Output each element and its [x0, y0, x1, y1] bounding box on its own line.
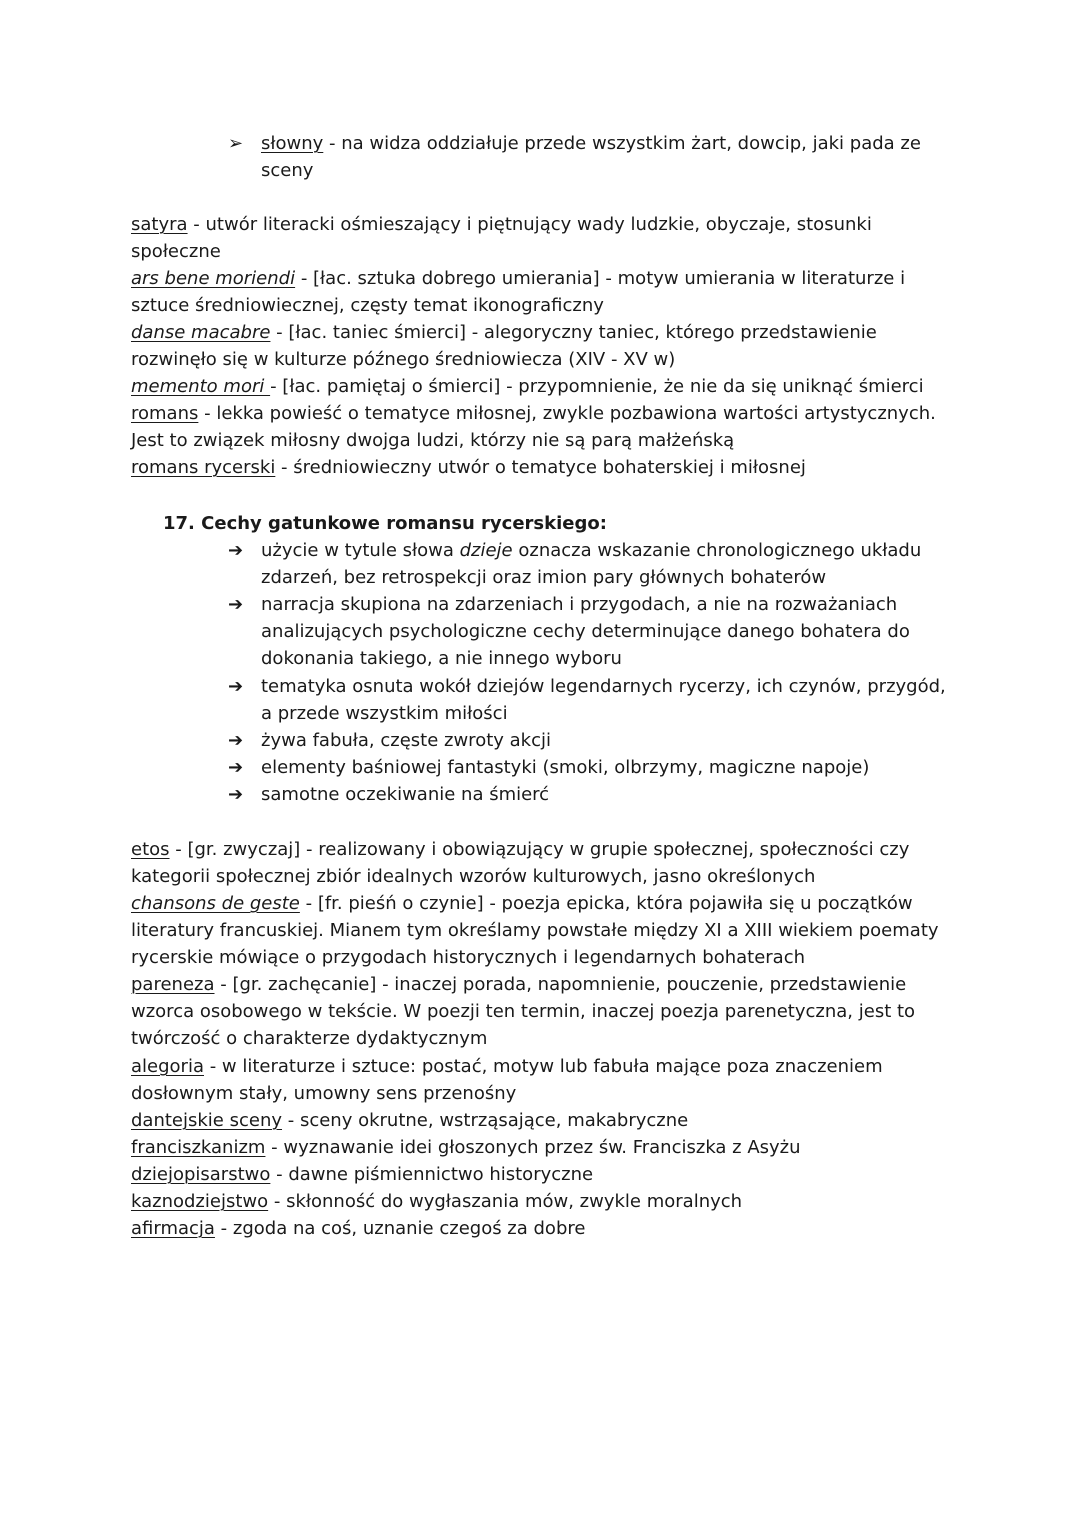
glossary-entry-danse-macabre — [131, 319, 877, 346]
definition-text: - skłonność do wygłaszania mów, zwykle moralnych — [268, 1191, 743, 1212]
definition-continuation: literatury francuskiej. Mianem tym określamy powstałe między XI a XIII wiekiem poematy — [131, 920, 939, 941]
glossary-entry-romans-rycerski — [131, 454, 806, 481]
definition-continuation: społeczne — [131, 241, 221, 262]
definition-text: - [łac. taniec śmierci] - alegoryczny taniec, którego przedstawienie — [270, 322, 877, 343]
list-item-continuation: a przede wszystkim miłości — [261, 703, 508, 724]
glossary-entry-dziejopisarstwo — [131, 1161, 593, 1188]
definition-text: - lekka powieść o tematyce miłosnej, zwykle pozbawiona wartości artystycznych. — [198, 403, 936, 424]
list-item-continuation: zdarzeń, bez retrospekcji oraz imion pary głównych bohaterów — [261, 567, 827, 588]
glossary-entry-chansons-de-geste — [131, 890, 913, 917]
term-etos: etos — [131, 839, 170, 860]
glossary-entry-afirmacja — [131, 1215, 585, 1242]
arrow-bullet-icon: ➔ — [228, 540, 244, 561]
arrow-bullet-icon: ➔ — [228, 594, 244, 615]
definition-text: - zgoda na coś, uznanie czegoś za dobre — [214, 1218, 586, 1239]
glossary-entry-memento-mori — [131, 373, 924, 400]
term-romans-rycerski: romans rycerski — [131, 457, 276, 478]
definition-continuation: sztuce średniowiecznej, częsty temat ikonograficzny — [131, 295, 604, 316]
glossary-entry-pareneza — [131, 971, 906, 998]
list-item: elementy baśniowej fantastyki (smoki, olbrzymy, magiczne napoje) — [261, 757, 870, 778]
arrowhead-bullet-icon: ➢ — [228, 133, 244, 154]
glossary-entry-alegoria — [131, 1053, 883, 1080]
glossary-entry-etos — [131, 836, 909, 863]
definition-text: - wyznawanie idei głoszonych przez św. Franciszka z Asyżu — [265, 1137, 801, 1158]
list-item-text: oznacza wskazanie chronologicznego układu — [512, 540, 922, 561]
term-memento-mori: memento mori — [131, 376, 271, 397]
emphasis-dzieje: dzieje — [459, 540, 513, 561]
definition-continuation: sceny — [261, 160, 314, 181]
definition-continuation: Jest to związek miłosny dwojga ludzi, którzy nie są parą małżeńską — [131, 430, 735, 451]
term-kaznodziejstwo: kaznodziejstwo — [131, 1191, 269, 1212]
glossary-entry-kaznodziejstwo — [131, 1188, 742, 1215]
definition-text: - [łac. pamiętaj o śmierci] - przypomnienie, że nie da się uniknąć śmierci — [270, 376, 924, 397]
arrow-bullet-icon: ➔ — [228, 676, 244, 697]
term-afirmacja: afirmacja — [131, 1218, 215, 1239]
definition-text: - w literaturze i sztuce: postać, motyw lub fabuła mające poza znaczeniem — [203, 1056, 883, 1077]
list-item — [261, 537, 921, 564]
arrow-bullet-icon: ➔ — [228, 757, 244, 778]
term-danse-macabre: danse macabre — [131, 322, 271, 343]
definition-continuation: wzorca osobowego w tekście. W poezji ten termin, inaczej poezja parenetyczna, jest to — [131, 1001, 916, 1022]
definition-continuation: rycerskie mówiące o przygodach historycznych i legendarnych bohaterach — [131, 947, 806, 968]
list-item: tematyka osnuta wokół dziejów legendarnych rycerzy, ich czynów, przygód, — [261, 676, 946, 697]
arrow-bullet-icon: ➔ — [228, 784, 244, 805]
definition-text: - dawne piśmiennictwo historyczne — [270, 1164, 594, 1185]
list-item: narracja skupiona na zdarzeniach i przygodach, a nie na rozważaniach — [261, 594, 898, 615]
definition-text: - [gr. zwyczaj] - realizowany i obowiązujący w grupie społecznej, społeczności czy — [169, 839, 910, 860]
definition-continuation: rozwinęło się w kulturze późnego średniowiecza (XIV - XV w) — [131, 349, 676, 370]
term-romans: romans — [131, 403, 199, 424]
term-slowny: słowny — [261, 133, 324, 154]
definition-text: - średniowieczny utwór o tematyce bohaterskiej i miłosnej — [275, 457, 806, 478]
term-satyra: satyra — [131, 214, 188, 235]
definition-continuation: twórczość o charakterze dydaktycznym — [131, 1028, 488, 1049]
glossary-entry-ars-bene-moriendi — [131, 265, 905, 292]
list-item-continuation: dokonania takiego, a nie innego wyboru — [261, 648, 622, 669]
section-heading: 17. Cechy gatunkowe romansu rycerskiego: — [163, 513, 607, 534]
definition-text: - sceny okrutne, wstrząsające, makabryczne — [282, 1110, 689, 1131]
definition-text: - na widza oddziałuje przede wszystkim żart, dowcip, jaki pada ze — [323, 133, 921, 154]
definition-continuation: kategorii społecznej zbiór idealnych wzorów kulturowych, jasno określonych — [131, 866, 816, 887]
list-item-continuation: analizujących psychologiczne cechy determinujące danego bohatera do — [261, 621, 910, 642]
term-alegoria: alegoria — [131, 1056, 204, 1077]
arrow-bullet-icon: ➔ — [228, 730, 244, 751]
glossary-entry-satyra — [131, 211, 872, 238]
term-ars-bene-moriendi: ars bene moriendi — [131, 268, 296, 289]
list-item-text: użycie w tytule słowa — [261, 540, 460, 561]
term-dziejopisarstwo: dziejopisarstwo — [131, 1164, 271, 1185]
term-chansons-de-geste: chansons de geste — [131, 893, 300, 914]
glossary-entry-dantejskie-sceny — [131, 1107, 688, 1134]
definition-text: - [gr. zachęcanie] - inaczej porada, napomnienie, pouczenie, przedstawienie — [214, 974, 907, 995]
glossary-entry-franciszkanizm — [131, 1134, 801, 1161]
definition-text: - utwór literacki ośmieszający i piętnujący wady ludzkie, obyczaje, stosunki — [187, 214, 872, 235]
definition-text: - [fr. pieśń o czynie] - poezja epicka, która pojawiła się u początków — [299, 893, 913, 914]
list-item: samotne oczekiwanie na śmierć — [261, 784, 550, 805]
definition-continuation: dosłownym stały, umowny sens przenośny — [131, 1083, 517, 1104]
term-dantejskie-sceny: dantejskie sceny — [131, 1110, 283, 1131]
definition-text: - [łac. sztuka dobrego umierania] - motyw umierania w literaturze i — [295, 268, 906, 289]
glossary-entry-romans — [131, 400, 936, 427]
list-item-slowny — [261, 130, 921, 157]
list-item: żywa fabuła, częste zwroty akcji — [261, 730, 551, 751]
term-pareneza: pareneza — [131, 974, 215, 995]
term-franciszkanizm: franciszkanizm — [131, 1137, 266, 1158]
